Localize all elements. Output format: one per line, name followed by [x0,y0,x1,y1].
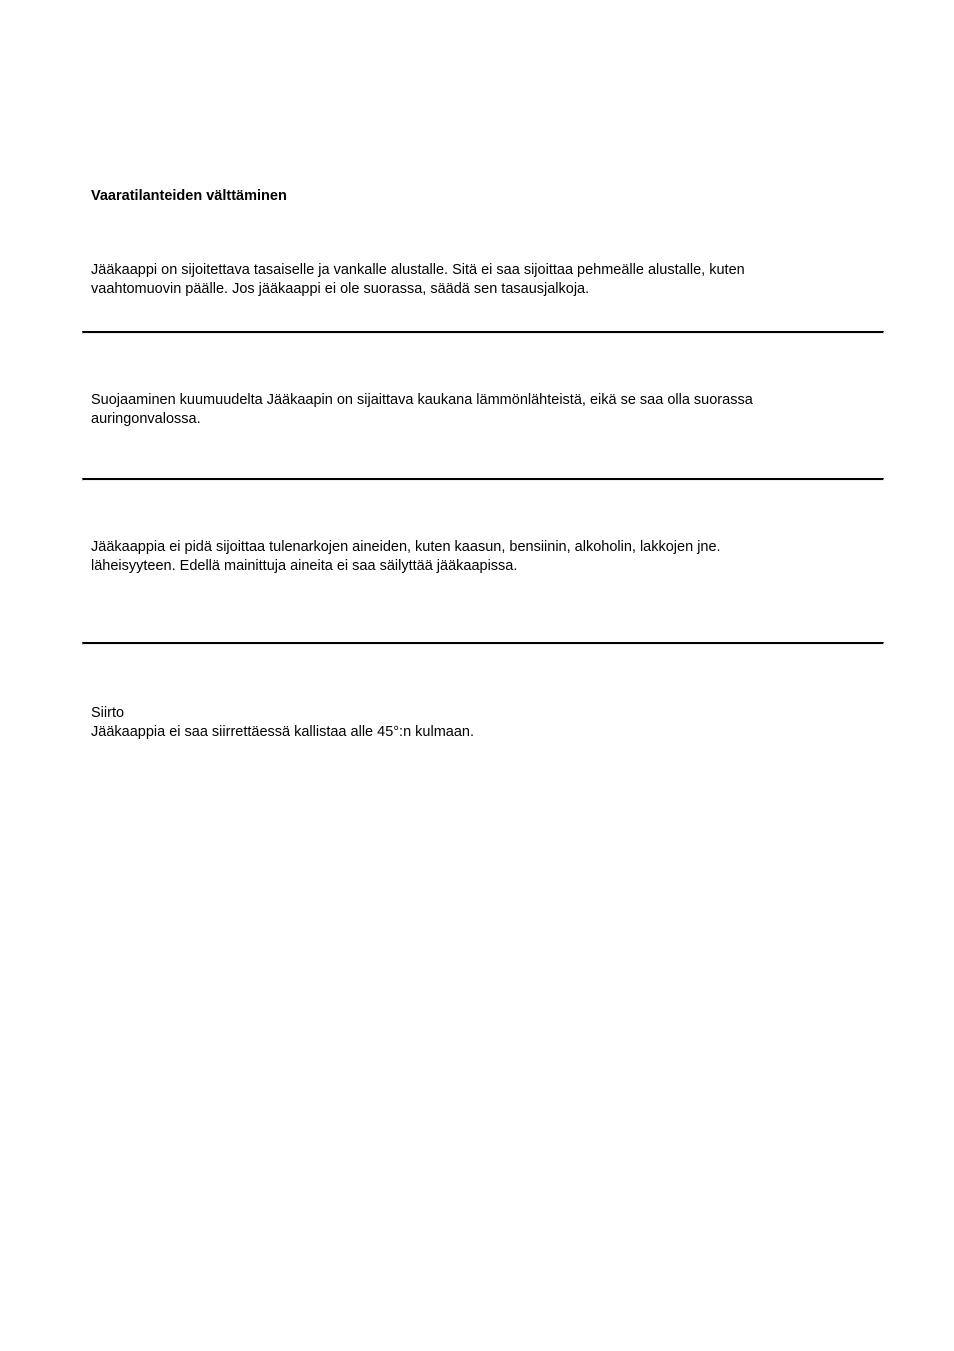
paragraph-line: läheisyyteen. Edellä mainittuja aineita ei saa säilyttää jääkaapissa. [91,557,518,574]
divider-rule [82,331,884,334]
paragraph-line: vaahtomuovin päälle. Jos jääkaappi ei ole suorassa, säädä sen tasausjalkoja. [91,280,590,297]
paragraph-moving [91,704,861,741]
paragraph-line: Jääkaappi on sijoitettava tasaiselle ja vankalle alustalle. Sitä ei saa sijoittaa pehmeälle alustalle, kuten [91,262,745,278]
paragraph-flammables [91,538,861,575]
section-heading: Vaaratilanteiden välttäminen [91,188,287,204]
paragraph-line: Jääkaappia ei pidä sijoittaa tulenarkojen aineiden, kuten kaasun, bensiinin, alkoholin, lakkojen jne. [91,539,721,555]
divider-rule [82,642,884,645]
paragraph-line: Jääkaappia ei saa siirrettäessä kallistaa alle 45°:n kulmaan. [91,723,475,740]
paragraph-line: Siirto [91,705,125,721]
paragraph-line: auringonvalossa. [91,410,201,427]
paragraph-heat-protection [91,391,861,428]
divider-rule [82,478,884,481]
paragraph-placement [91,261,861,298]
paragraph-line: Suojaaminen kuumuudelta Jääkaapin on sijaittava kaukana lämmönlähteistä, eikä se saa olla suorassa [91,392,753,408]
